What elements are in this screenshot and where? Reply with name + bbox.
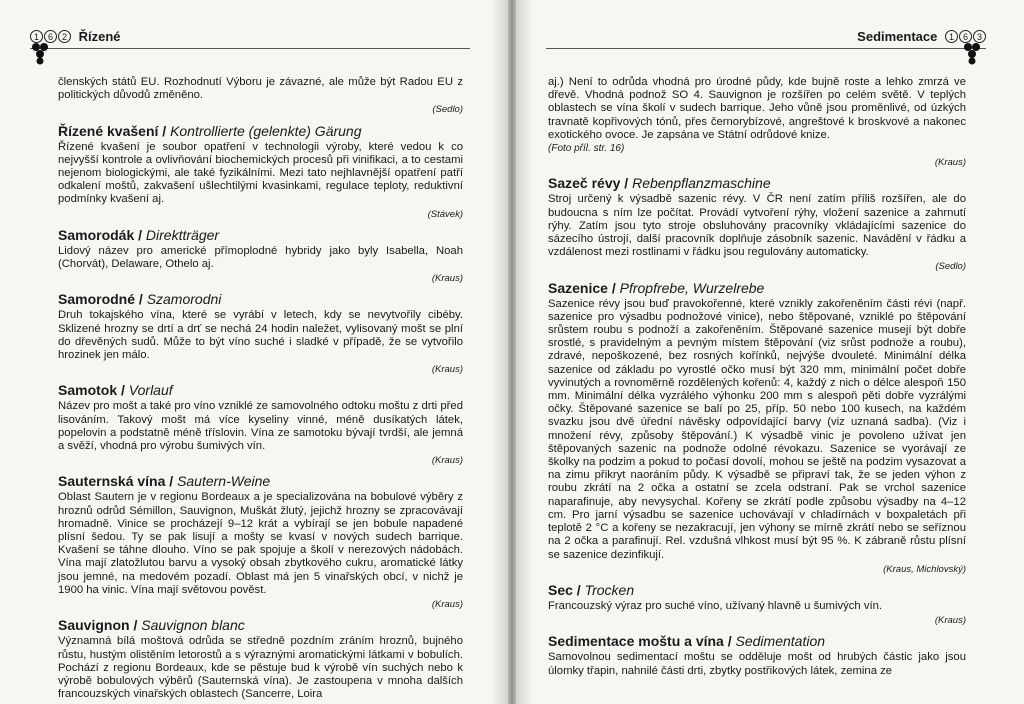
entry-body: Druh tokajského vína, které se vyrábí v letech, kdy se nevytvořily cibéby. Sklizené hrozny se drtí a drť se nechá 24 hodin naležet, vylisovaný mošt se plní do dřevěných sudů. Může to být víno suché i sladké v případě, že se vytvořilo hrozinek jen málo. [58, 309, 463, 362]
entry-term: Sazeč révy / Rebenpflanzmaschine [548, 175, 771, 192]
entry-body: Sazenice révy jsou buď pravokořenné, které vznikly zakořeněním části révi (např. sazenice pro výsadbu podnožové vinice), nebo štěpované, vzniklé po štěpování srůstem roubu s podnoží a zakořeněním. Štěpované sazenice musejí být dobře srostlé, s pravidelným a pevným místem štěpování (viz srůst podnože a roubu), zdravé, nepoškozené, bez rosných kořínků, nejvýše dvouleté. Minimální délka sazenice od základu po vyrostlé očko musí být 320 mm, minimální počet dobře vyvinutých a rovnoměrně rozdělených kořenů: 4, každý z nich o délce alespoň 150 mm. Minimální délka vyzrálého výhonku 200 mm s alespoň pěti dobře vyzrálými očky. Štěpované sazenice se balí po 25, příp. 50 nebo 100 kusech, na každém svazku jsou dvě úřední návěsky odpovídající barvy (viz uznaná sadba). (Viz i množení révy, způsoby štěpování.) K výsadbě vinic je povoleno užívat jen štěpovaných sazenic na podnože odolné révokazu. Sazenice se vyorávají ze školky na podzim a pokud to počasí dovolí, mohou se ještě na podzim vysazovat a na zimu přikryt naoráním půdy. K výsadbě se připraví tak, že se jeden výhon z roubu zkrátí na 2 očka a ostatní se zcela odstraní. Pak se vrchol sazenice naparafinuje, aby nevysychal. Kořeny se zkrátí podle způsobu výsadby na 4–12 cm. Pro jarní výsadbu se sazenice uchovávají v chladírnách v boxpaletách při teplotě 2 °C a kořeny se nezakracují, jen výhony se mírně zkrátí nebo se seříznou na 2 očka a parafinují. Rel. vzdušná vlhkost musí být 95 %. K zábraně růstu plísní se sazenice dezinfikují. [548, 297, 966, 561]
entry-sauternska-vina [58, 473, 463, 611]
entry-body: Lidový název pro americké přímoplodné hybridy jako byly Isabella, Noah (Chorvát), Delaware, Othelo aj. [58, 244, 463, 271]
book-gutter [490, 0, 534, 704]
left-page [0, 0, 508, 704]
page-digit: 6 [44, 30, 57, 43]
header-rule [30, 48, 470, 49]
page-digit: 3 [973, 30, 986, 43]
entry-samotok [58, 382, 463, 467]
grape-cluster-icon [962, 40, 986, 66]
page-digit: 6 [959, 30, 972, 43]
entry-term: Sedimentace moštu a vína / Sedimentation [548, 633, 826, 650]
entry-source: (Stávek) [427, 208, 463, 220]
entry-body: aj.) Není to odrůda vhodná pro úrodné půdy, kde bujně roste a lehko zmrzá ve dřevě. Vhodná podnož SO 4. Sauvignon je rozšířen po celém světě. V teplých oblastech se vína školí v sudech barrique. Jeho vůně jsou proměnlivé, od úzkých travnatě kopřivových tónů, přes černorybízové, angreštové k broskvové a nakonec exotického ovoce. Je zapsána ve Státní odrůdové knize. [548, 76, 966, 141]
entry-term: Sec / Trocken [548, 581, 635, 598]
entry-source: (Sedlo) [432, 104, 463, 116]
page-digit: 2 [58, 30, 71, 43]
entry-term: Řízené kvašení / Kontrollierte (gelenkte) Gärung [58, 122, 362, 139]
grape-cluster-icon [30, 40, 54, 66]
entry-body: Řízené kvašení je soubor opatření v technologii výroby, které vedou k co nejvyšší kontrole a ovlivňování biochemických procesů při vinifikaci, a to cestami nejenom biologickými, ale také fyzikálními. Mezi tato nejhlavnější opatření patří odkalení moštů, zakvašení ušlechtilými kvasinkami, regulace teploty, reduktivní podmínky kvašení aj. [58, 140, 463, 206]
entry-body: Název pro mošt a také pro víno vzniklé ze samovolného odtoku moštu z drti před lisováním. Takový mošt má více kyseliny vinné, méně dusíkatých látek, popelovin a podstatně méně tříslovin. Vína ze samotoku bývají tvrdší, ale jemná a svěží, vhodná pro výrobu šumivých vín. [58, 400, 463, 453]
running-head: Sedimentace [857, 29, 938, 45]
right-column [548, 76, 966, 684]
entry-continuation [548, 76, 966, 169]
entry-rizene-kvaseni [58, 123, 463, 221]
entry-term: Sauternská vína / Sautern-Weine [58, 473, 271, 490]
entry-sazec-revy [548, 175, 966, 273]
page-digit: 1 [945, 30, 958, 43]
entry-samorodne [58, 291, 463, 376]
right-page-header [546, 28, 986, 48]
entry-term: Samorodák / Direktträger [58, 226, 220, 243]
entry-body: členských států EU. Rozhodnutí Výboru je závazné, ale může být Radou EU z politických důvodů změněno. [58, 76, 463, 102]
entry-body: Stroj určený k výsadbě sazenic révy. V ČR není zatím příliš rozšířen, ale do budoucna s ním lze počítat. Provádí vytvoření rýhy, vložení sazenice a zahrnutí rýhy. Zatím jsou tyto stroje obsluhovány pracovníky vkládajícími sazenice do sázecího ústrojí, další pracovník doplňuje zásobník sazenic. Navádění v řádku a vzdálenost mezi rostlinami v řádku jsou regulovány automaticky. [548, 193, 966, 259]
header-rule [546, 48, 986, 49]
entry-term: Samotok / Vorlauf [58, 382, 173, 399]
entry-sazenice [548, 280, 966, 576]
left-page-header [30, 28, 470, 48]
entry-sedimentace [548, 633, 966, 677]
left-column [58, 76, 463, 704]
right-page [516, 0, 1024, 704]
page-digit: 1 [30, 30, 43, 43]
entry-source: (Kraus, Michlovský) [883, 563, 966, 575]
entry-term: Sauvignon / Sauvignon blanc [58, 617, 245, 634]
entry-term: Sazenice / Pfropfrebe, Wurzelrebe [548, 279, 765, 296]
running-head: Řízené [78, 29, 121, 45]
entry-continuation [58, 76, 463, 117]
entry-body: Francouzský výraz pro suché víno, užívaný hlavně u šumivých vín. [548, 599, 883, 612]
entry-sauvignon [58, 617, 463, 701]
entry-body: Významná bílá moštová odrůda se středně pozdním zráním hroznů, bujného růstu, hustým olistěním letorostů a s výraznými aromatickými látkami v bobulích. Pochází z regionu Bordeaux, kde se pěstuje bud k výrobě vín suchých nebo k výrobě bobulových výběrů (Sauternská vína). Je zastoupena v mnoha dalších francouzských vinařských oblastech (Sancerre, Loira [58, 635, 463, 701]
entry-source: (Kraus) [431, 599, 463, 611]
entry-source: (Kraus) [431, 364, 463, 376]
entry-samorodak [58, 227, 463, 286]
entry-source: (Kraus) [934, 157, 966, 169]
entry-source: (Kraus) [934, 615, 966, 627]
entry-body: Samovolnou sedimentací moštu se odděluje mošt od hrubých částic jako jsou úlomky třapin, nahnilé části drti, zbytky postřikových látek, zemina ze [548, 651, 966, 677]
entry-source: (Kraus) [431, 273, 463, 285]
entry-source: (Kraus) [431, 455, 463, 467]
entry-sec [548, 582, 966, 627]
photo-reference: (Foto příl. str. 16) [548, 143, 625, 155]
entry-term: Samorodné / Szamorodni [58, 291, 222, 308]
entry-source: (Sedlo) [935, 261, 966, 273]
entry-body: Oblast Sautern je v regionu Bordeaux a je specializována na bobulové výběry z hroznů odrůd Sémillon, Sauvignon, Muškát žlutý, jejichž hrozny se zpracovávají hromadně. Vinice se procházejí 9–12 krát a vybírají se jen bobule napadené plísní šedou. Ty se pak lisují a mošty se kvasí v nových sudech barrique. Kvašení se táhne dlouho. Víno se pak spojuje a školí v nerezových nádobách. Vína mají zlatožlutou barvu a vysoký obsah zbytkového cukru, aromatické látky jsou jemné, na medovém pozadí. Oblast má jen 5 vinařských obcí, v nichž je 1900 ha vinic. Vína mají světovou pověst. [58, 491, 463, 596]
